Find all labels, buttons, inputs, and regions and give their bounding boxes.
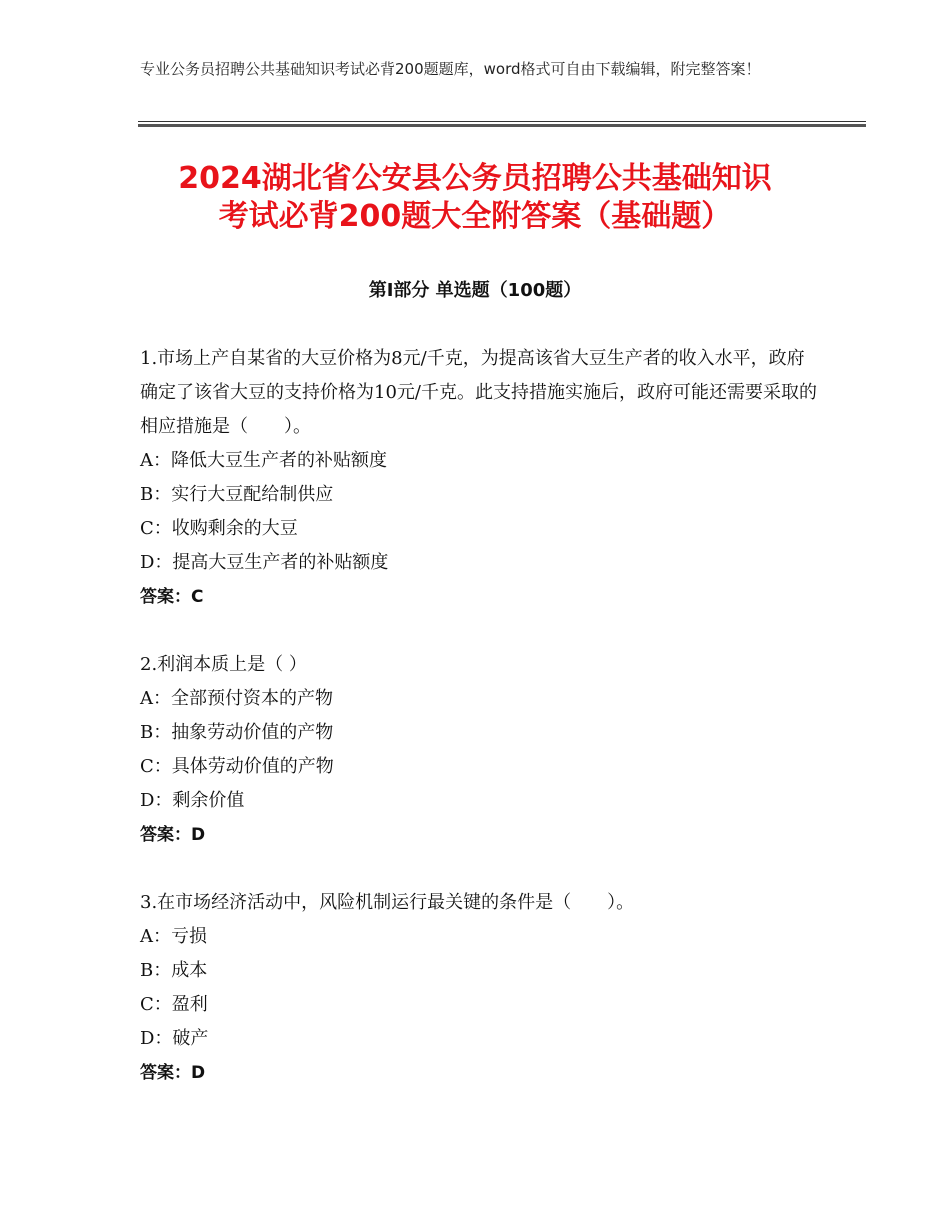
option-a: A：全部预付资本的产物 [140,688,333,709]
option-b: B：抽象劳动价值的产物 [140,722,334,743]
question-text: 2.利润本质上是（ ） [140,654,307,675]
option-a: A：降低大豆生产者的补贴额度 [140,450,387,471]
option-c: C：盈利 [140,994,208,1015]
question-3 [140,886,820,1090]
question-1 [140,342,820,614]
answer-line [140,580,820,614]
header-divider-thin [138,121,866,122]
option-d: D：破产 [140,1028,209,1049]
answer-label: 答案： [140,587,191,607]
option-c: C：收购剩余的大豆 [140,518,298,539]
title-line-2: 考试必背200题大全附答案（基础题） [218,199,732,234]
answer-label: 答案： [140,825,191,845]
answer-label: 答案： [140,1063,191,1083]
option-b: B：成本 [140,960,208,981]
answer-value: D [191,825,206,845]
title-line-1: 2024湖北省公安县公务员招聘公共基础知识 [178,161,772,196]
question-2 [140,648,820,852]
option-b: B：实行大豆配给制供应 [140,484,334,505]
option-a: A：亏损 [140,926,207,947]
answer-line [140,1056,820,1090]
option-d: D：提高大豆生产者的补贴额度 [140,552,389,573]
header-divider-thick [138,124,866,127]
question-text: 3.在市场经济活动中，风险机制运行最关键的条件是（ ）。 [140,892,635,913]
option-d: D：剩余价值 [140,790,245,811]
answer-value: C [191,587,204,607]
answer-line [140,818,820,852]
document-title [60,160,890,236]
option-c: C：具体劳动价值的产物 [140,756,334,777]
answer-value: D [191,1063,206,1083]
question-list [140,342,820,1124]
header-note: 专业公务员招聘公共基础知识考试必背200题题库，word格式可自由下载编辑，附完整答案！ [140,60,761,78]
part-heading: 第Ⅰ部分 单选题（100题） [368,280,582,301]
question-text: 1.市场上产自某省的大豆价格为8元/千克，为提高该省大豆生产者的收入水平，政府确定了该省大豆的支持价格为10元/千克。此支持措施实施后，政府可能还需要采取的相应措施是（ ）。 [140,348,817,437]
